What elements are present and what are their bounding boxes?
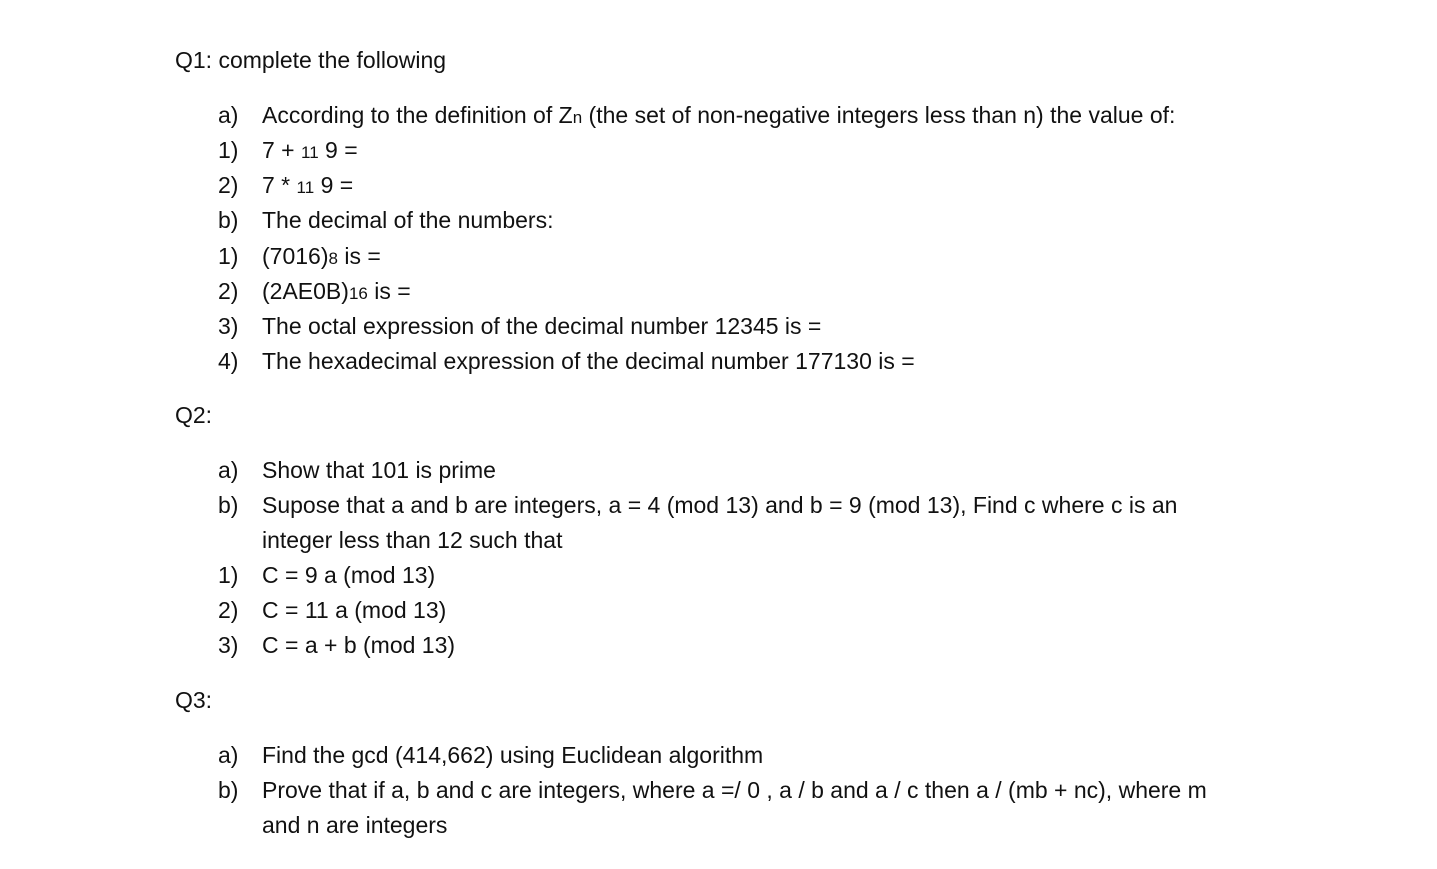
text-part: (2AE0B)	[262, 278, 349, 304]
q1-item-marker: 4)	[218, 348, 239, 374]
q2-item-marker: a)	[218, 457, 239, 483]
q2-item-text: C = a + b (mod 13)	[262, 632, 456, 658]
text-part: 7 +	[262, 137, 302, 163]
q2-item-text: C = 9 a (mod 13)	[262, 562, 436, 588]
q1-item-marker: 1)	[218, 243, 239, 269]
text-part: (the set of non-negative integers less than n) the value of:	[582, 102, 1176, 128]
q3-item-text: Prove that if a, b and c are integers, where a =/ 0 , a / b and a / c then a / (mb + nc), where m	[262, 777, 1207, 803]
text-part: According to the definition of Z	[262, 102, 573, 128]
q2-item-text: C = 11 a (mod 13)	[262, 597, 447, 623]
q3-item-marker: b)	[218, 777, 239, 803]
q1-item-text	[262, 171, 353, 202]
q1-item-text	[262, 277, 411, 308]
subscript: 16	[348, 284, 368, 303]
q1-item-text	[262, 101, 1175, 132]
q1-item-marker: a)	[218, 102, 239, 128]
q2-item-marker: b)	[218, 492, 239, 518]
text-part: 9 =	[318, 137, 358, 163]
q1-item-text	[262, 136, 358, 167]
q3-item-text: Find the gcd (414,662) using Euclidean algorithm	[262, 742, 764, 768]
subscript: 11	[301, 143, 319, 162]
q1-item-marker: 2)	[218, 278, 239, 304]
q2-item-marker: 3)	[218, 632, 239, 658]
q2-item-continuation: integer less than 12 such that	[262, 527, 563, 553]
q1-item-text: The hexadecimal expression of the decimal number 177130 is =	[262, 348, 915, 374]
text-part: (7016)	[262, 243, 329, 269]
q1-item-marker: 3)	[218, 313, 239, 339]
subscript: 11	[296, 178, 315, 197]
q1-item-text: The decimal of the numbers:	[262, 207, 554, 233]
q3-item-continuation: and n are integers	[262, 812, 448, 838]
text-part: is =	[367, 278, 411, 304]
q2-heading: Q2:	[175, 402, 213, 428]
q1-heading: Q1: complete the following	[175, 47, 447, 73]
q1-item-marker: 2)	[218, 172, 239, 198]
q1-item-marker: b)	[218, 207, 239, 233]
q2-item-text: Show that 101 is prime	[262, 457, 496, 483]
subscript: 8	[328, 249, 338, 268]
q2-item-text: Supose that a and b are integers, a = 4 (mod 13) and b = 9 (mod 13), Find c where c is an	[262, 492, 1178, 518]
text-part: 7 *	[262, 172, 297, 198]
q3-item-marker: a)	[218, 742, 239, 768]
q1-item-text: The octal expression of the decimal number 12345 is =	[262, 313, 822, 339]
q3-heading: Q3:	[175, 687, 213, 713]
q1-item-text	[262, 242, 381, 273]
q2-item-marker: 2)	[218, 597, 239, 623]
q1-item-marker: 1)	[218, 137, 239, 163]
q2-item-marker: 1)	[218, 562, 239, 588]
subscript: n	[572, 108, 583, 127]
text-part: 9 =	[314, 172, 354, 198]
text-part: is =	[337, 243, 381, 269]
